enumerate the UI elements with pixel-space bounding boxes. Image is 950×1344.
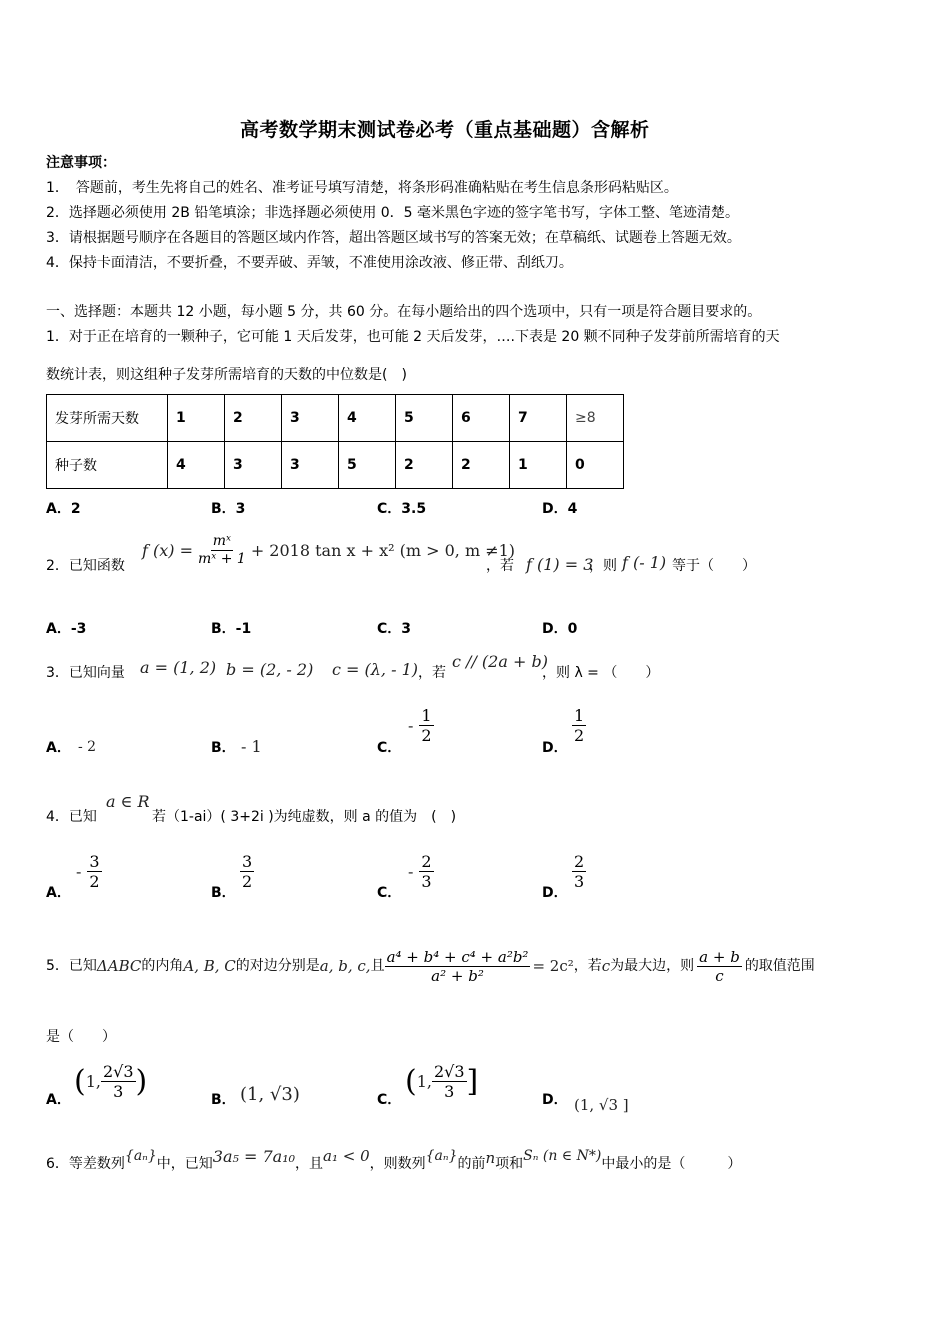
question-5-text: 的对边分别是 — [235, 958, 320, 974]
fraction — [419, 706, 433, 745]
question-2-text: ，若 — [486, 558, 514, 574]
option-b-value — [240, 852, 254, 891]
option-a-label: A． — [46, 885, 71, 901]
partial-sum: Sₙ (n ∈ N*) — [523, 1148, 602, 1164]
table-cell: ≥8 — [567, 395, 624, 442]
fraction-denominator: 2 — [574, 726, 585, 746]
question-6-line — [46, 1144, 741, 1184]
fraction-denominator: 2 — [421, 726, 432, 746]
triangle-abc: ΔABC — [96, 957, 142, 975]
option-d-label: D． — [542, 1092, 568, 1108]
page-title: 高考数学期末测试卷必考（重点基础题）含解析 — [240, 119, 650, 141]
condition: f (1) = 3 — [526, 555, 594, 574]
option-c-value — [408, 706, 434, 745]
option-c-value — [408, 852, 434, 891]
fraction-numerator: 1 — [574, 706, 585, 725]
section-heading: 一、选择题：本题共 12 小题，每小题 5 分，共 60 分。在每小题给出的四个选项中，只有一项是符合题目要求的。 — [46, 304, 762, 320]
notice-item: 3．请根据题号顺序在各题目的答题区域内作答，超出答题区域书写的答案无效；在草稿纸、试题卷上答题无效。 — [46, 230, 741, 246]
question-6-text: ，则数列 — [369, 1156, 426, 1172]
option-a-label: A． — [46, 1092, 71, 1108]
table-cell: 5 — [396, 395, 453, 442]
question-5-line1 — [46, 938, 815, 994]
table-cell: 3 — [282, 442, 339, 489]
option-d-value — [572, 852, 586, 891]
question-5-prefix: 5．已知 — [46, 958, 97, 974]
condition: a₁ < 0 — [323, 1147, 370, 1165]
parallel-condition: c // (2a + b) — [452, 652, 548, 671]
fraction-numerator: 2 — [421, 852, 432, 871]
option-c: C．3.5 — [377, 501, 427, 517]
question-6-text: 的前 — [457, 1156, 486, 1172]
option-b-label: B． — [211, 1092, 236, 1108]
vector-b: b = (2, - 2) — [226, 660, 314, 679]
interval-start: 1, — [85, 1072, 101, 1092]
fraction-numerator: 2 — [574, 852, 585, 871]
question-5-text: 的取值范围 — [744, 958, 815, 974]
table-row — [47, 442, 624, 489]
seed-table — [46, 394, 624, 489]
question-3-suffix: ，则 λ = （ ） — [542, 665, 660, 681]
fraction — [385, 948, 531, 985]
fraction — [87, 852, 101, 891]
table-cell: 2 — [453, 442, 510, 489]
fraction-denominator: 3 — [421, 872, 432, 892]
question-5-line2: 是（ ） — [46, 1029, 116, 1045]
table-cell: 1 — [168, 395, 225, 442]
table-cell: 3 — [225, 442, 282, 489]
question-6-text: 项和 — [495, 1156, 524, 1172]
option-b: B．-1 — [211, 621, 252, 637]
equation: 3a₅ = 7a₁₀ — [212, 1146, 296, 1166]
option-c-label: C． — [377, 740, 402, 756]
variable-n: n — [485, 1149, 496, 1167]
fraction-denominator: c — [715, 966, 724, 985]
option-d-value — [572, 706, 586, 745]
target-expression: f (- 1) — [622, 553, 667, 572]
fraction-numerator: 1 — [421, 706, 432, 725]
fraction — [419, 852, 433, 891]
vector-c: c = (λ, - 1) — [332, 660, 419, 679]
question-6-suffix: 中最小的是（ ） — [601, 1156, 742, 1172]
question-6-text: ，且 — [295, 1156, 324, 1172]
side-c: c — [601, 957, 611, 975]
table-cell: 5 — [339, 442, 396, 489]
fraction — [196, 533, 248, 568]
table-cell: 2 — [225, 395, 282, 442]
question-6-prefix: 6．等差数列 — [46, 1156, 125, 1172]
fraction — [101, 1062, 136, 1101]
table-cell: 4 — [168, 442, 225, 489]
table-header: 发芽所需天数 — [47, 395, 168, 442]
table-cell: 4 — [339, 395, 396, 442]
sequence: {aₙ} — [425, 1148, 458, 1164]
option-a-value: - 2 — [78, 739, 97, 755]
question-1-line1: 1．对于正在培育的一颗种子，它可能 1 天后发芽，也可能 2 天后发芽，….下表是 20 颗不同种子发芽前所需培育的天 — [46, 329, 780, 345]
formula-rest: + 2018 tan x + x² (m > 0, m ≠1) — [250, 540, 516, 560]
option-d: D．4 — [542, 501, 578, 517]
table-cell: 1 — [510, 442, 567, 489]
formula-lhs: f (x) = — [142, 540, 194, 560]
option-a: A．2 — [46, 501, 81, 517]
option-d: D．0 — [542, 621, 578, 637]
fraction-numerator: 2√3 — [102, 1062, 134, 1081]
fraction — [572, 852, 586, 891]
question-5-text: ，若 — [573, 958, 602, 974]
question-2-suffix: 等于（ ） — [672, 558, 756, 574]
fraction-numerator: mˣ — [212, 533, 232, 549]
option-a-value — [76, 852, 102, 891]
fraction-denominator: 3 — [574, 872, 585, 892]
table-cell: 2 — [396, 442, 453, 489]
minus-sign: - — [408, 862, 414, 882]
fraction-denominator: mˣ + 1 — [198, 550, 246, 567]
fraction-denominator: 3 — [113, 1082, 124, 1102]
question-6-text: 中，已知 — [156, 1156, 213, 1172]
question-5-text: 且 — [370, 958, 385, 974]
angles: A, B, C — [183, 957, 236, 975]
interval-start: 1, — [416, 1072, 432, 1092]
fraction — [697, 948, 742, 985]
fraction-denominator: a² + b² — [431, 966, 484, 985]
fraction-numerator: a⁴ + b⁴ + c⁴ + a²b² — [386, 947, 529, 966]
fraction-numerator: a + b — [699, 947, 740, 966]
table-header: 种子数 — [47, 442, 168, 489]
table-cell: 7 — [510, 395, 567, 442]
sequence: {aₙ} — [124, 1148, 157, 1164]
fraction — [432, 1062, 467, 1101]
fraction-numerator: 2√3 — [433, 1062, 465, 1081]
fraction — [572, 706, 586, 745]
equation-rhs: = 2c² — [532, 957, 574, 975]
fraction-numerator: 3 — [242, 852, 253, 871]
question-3-prefix: 3．已知向量 — [46, 665, 125, 681]
option-b-value: (1, √3) — [240, 1084, 300, 1105]
option-d-value: (1, √3 ] — [574, 1096, 629, 1114]
option-d-label: D． — [542, 885, 568, 901]
question-3-text: ，若 — [418, 665, 446, 681]
question-2-text: ，则 — [589, 558, 617, 574]
fraction-denominator: 2 — [89, 872, 100, 892]
table-cell: 6 — [453, 395, 510, 442]
option-c-label: C． — [377, 885, 402, 901]
notice-item: 2．选择题必须使用 2B 铅笔填涂；非选择题必须使用 0．5 毫米黑色字迹的签字笔书写，字体工整、笔迹清楚。 — [46, 205, 740, 221]
option-a-label: A． — [46, 740, 71, 756]
option-b-value: - 1 — [241, 737, 262, 756]
option-c-value: ( 1, $\frac{2√3}{3}$ ] — [405, 1062, 479, 1102]
option-b-label: B． — [211, 740, 236, 756]
sides: a, b, c, — [319, 957, 371, 975]
fraction — [240, 852, 254, 891]
fraction-denominator: 2 — [242, 872, 253, 892]
option-a-value: ( 1, $\frac{2√3}{3}$ ) — [74, 1062, 148, 1102]
option-a: A．-3 — [46, 621, 87, 637]
option-b: B．3 — [211, 501, 246, 517]
question-5-text: 的内角 — [141, 958, 184, 974]
table-cell: 0 — [567, 442, 624, 489]
option-b-label: B． — [211, 885, 236, 901]
notice-item: 4．保持卡面清洁，不要折叠，不要弄破、弄皱，不准使用涂改液、修正带、刮纸刀。 — [46, 255, 573, 271]
question-5-text: 为最大边，则 — [610, 958, 695, 974]
fraction-denominator: 3 — [444, 1082, 455, 1102]
option-c-label: C． — [377, 1092, 402, 1108]
function-formula — [142, 533, 515, 568]
question-4-text: 若（1-ai）( 3+2i )为纯虚数，则 a 的值为 ( ) — [152, 809, 457, 825]
question-1-line2: 数统计表，则这组种子发芽所需培育的天数的中位数是( ) — [46, 367, 407, 383]
minus-sign: - — [408, 716, 414, 736]
vector-a: a = (1, 2) — [140, 658, 217, 677]
table-cell: 3 — [282, 395, 339, 442]
fraction-numerator: 3 — [89, 852, 100, 871]
option-d-label: D． — [542, 740, 568, 756]
question-4-prefix: 4．已知 — [46, 809, 97, 825]
notice-heading: 注意事项： — [46, 155, 116, 171]
table-row — [47, 395, 624, 442]
option-c: C．3 — [377, 621, 412, 637]
question-2-prefix: 2．已知函数 — [46, 558, 125, 574]
condition: a ∈ R — [106, 792, 150, 811]
minus-sign: - — [76, 862, 82, 882]
notice-item: 1． 答题前，考生先将自己的姓名、准考证号填写清楚，将条形码准确粘贴在考生信息条形码粘贴区。 — [46, 180, 678, 196]
